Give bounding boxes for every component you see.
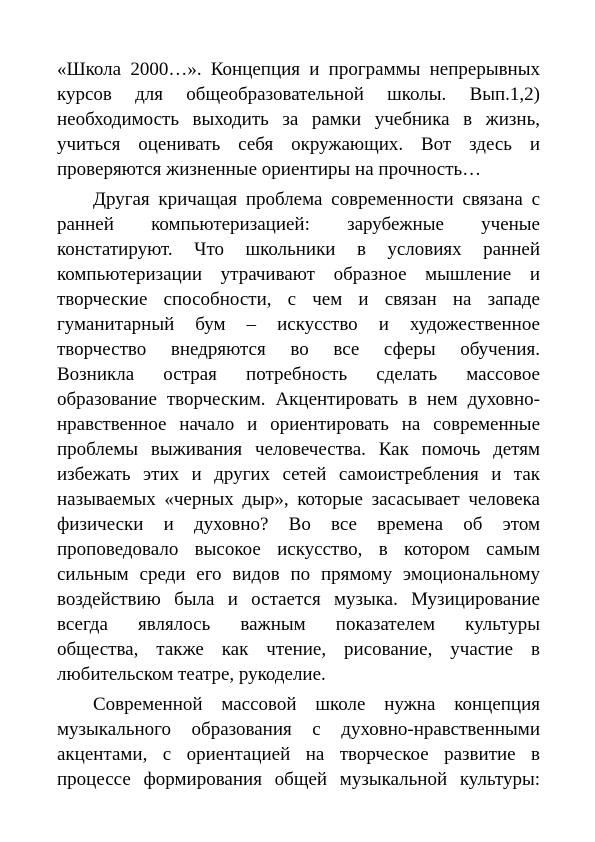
paragraph-2-line-14: физически и духовно? Во все времена об этом [57, 514, 540, 535]
paragraph-1-line-2: курсов для общеобразовательной школы. Вып.1,2) [57, 84, 540, 105]
paragraph-3-line-2: музыкального образования с духовно-нравственными [57, 719, 540, 740]
paragraph-2-line-7: творчество внедряются во все сферы обучения. [57, 339, 540, 360]
paragraph-1-line-5: проверяются жизненные ориентиры на прочность… [57, 159, 482, 180]
paragraph-2-line-6: гуманитарный бум – искусство и художественное [57, 314, 540, 335]
paragraph-2-line-12: избежать этих и других сетей самоистребления и так [57, 464, 540, 485]
paragraph-2-line-2: ранней компьютеризацией: зарубежные ученые [57, 214, 540, 235]
paragraph-2-line-17: воздействию была и остается музыка. Музицирование [57, 589, 540, 610]
paragraph-3-line-1: Современной массовой школе нужна концепция [93, 694, 540, 715]
paragraph-2-line-3: констатируют. Что школьники в условиях ранней [57, 239, 540, 260]
paragraph-1-line-4: учиться оценивать себя окружающих. Вот здесь и [57, 134, 540, 155]
paragraph-2-line-15: проповедовало высокое искусство, в котором самым [57, 539, 540, 560]
paragraph-2-line-5: творческие способности, с чем и связан на западе [57, 289, 540, 310]
paragraph-2-line-8: Возникла острая потребность сделать массовое [57, 364, 540, 385]
paragraph-3-line-3: акцентами, с ориентацией на творческое развитие в [57, 744, 540, 765]
paragraph-2-line-11: проблемы выживания человечества. Как помочь детям [57, 439, 540, 460]
paragraph-2-line-20: любительском театре, рукоделие. [57, 664, 326, 685]
paragraph-1-line-3: необходимость выходить за рамки учебника в жизнь, [57, 109, 540, 130]
paragraph-2-line-16: сильным среди его видов по прямому эмоциональному [57, 564, 540, 585]
paragraph-2-line-9: образование творческим. Акцентировать в нем духовно- [57, 389, 540, 410]
paragraph-2-line-4: компьютеризации утрачивают образное мышление и [57, 264, 540, 285]
paragraph-3-line-4: процессе формирования общей музыкальной культуры: [57, 769, 540, 790]
paragraph-2-line-1: Другая кричащая проблема современности связана с [93, 189, 540, 210]
paragraph-2-line-18: всегда являлось важным показателем культуры [57, 614, 540, 635]
paragraph-2-line-13: называемых «черных дыр», которые засасывает человека [57, 489, 540, 510]
paragraph-2-line-19: общества, также как чтение, рисование, участие в [57, 639, 540, 660]
paragraph-1-line-1: «Школа 2000…». Концепция и программы непрерывных [57, 59, 540, 80]
paragraph-2-line-10: нравственное начало и ориентировать на современные [57, 414, 540, 435]
